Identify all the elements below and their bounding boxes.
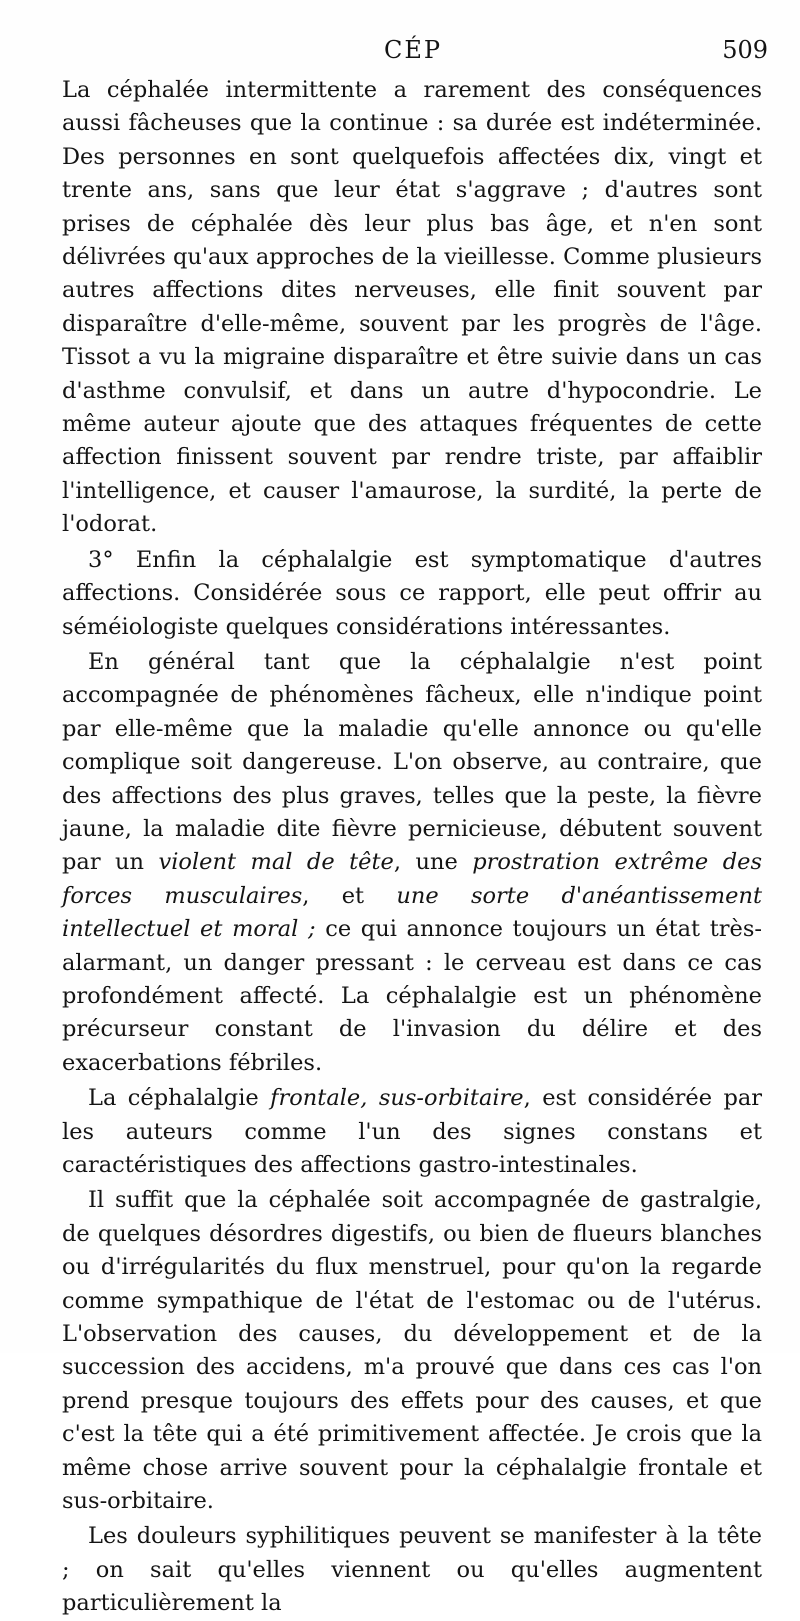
- text-run: ce qui annonce toujours un état très-alarmant, un danger pressant : le cerveau est dans ce cas profondément affecté. La céphalalgie est un phénomène précurseur constant de l'invasion du délire et des exacerbations fébriles.: [62, 916, 762, 1076]
- text-run: , et: [302, 882, 397, 909]
- paragraph-5: [62, 1184, 762, 1518]
- running-head: [58, 36, 768, 76]
- text-run: Il suffit que la céphalée soit accompagnée de gastralgie, de quelques désordres digestifs, ou bien de flueurs blanches ou d'irrégularités du flux menstruel, pour qu'on la regarde comme sympathique de l'état de l'estomac ou de l'utérus. L'observation des causes, du développement et de la succession des accidens, m'a prouvé que dans ces cas l'on prend presque toujours des effets pour des causes, et que c'est la tête qui a été primitivement affectée. Je crois que la même chose arrive souvent pour la céphalalgie frontale et sus-orbitaire.: [62, 1187, 762, 1515]
- running-head-title: CÉP: [383, 36, 443, 64]
- text-run: , est considérée par les auteurs comme l'un des signes constans et caractéristiques des affections gastro-intestinales.: [62, 1085, 763, 1178]
- text-run: La céphalée intermittente a rarement des conséquences aussi fâcheuses que la continue : sa durée est indéterminée. Des personnes en sont quelquefois affectées dix, vingt et trente ans, sans que leur état s'aggrave ; d'autres sont prises de céphalée dès leur plus bas âge, et n'en sont délivrées qu'aux approches de la vieillesse. Comme plusieurs autres affections dites nerveuses, elle finit souvent par disparaître d'elle-même, souvent par les progrès de l'âge. Tissot a vu la migraine disparaître et être suivie dans un cas d'asthme convulsif, et dans un autre d'hypocondrie. Le même auteur ajoute que des attaques fréquentes de cette affection finissent souvent par rendre triste, par affaiblir l'intelligence, et causer l'amaurose, la surdité, la perte de l'odorat.: [62, 77, 762, 538]
- italic-phrase: prostration extrême des forces musculaires: [62, 849, 762, 909]
- page-number: 509: [722, 36, 768, 64]
- text-run: La céphalalgie: [88, 1085, 271, 1112]
- italic-phrase: frontale, sus-orbitaire: [270, 1085, 524, 1112]
- paragraph-6: [62, 1520, 762, 1620]
- italic-phrase: violent mal de tête: [158, 849, 394, 876]
- paragraph-4: [62, 1082, 762, 1182]
- paragraph-3: [62, 646, 762, 1080]
- italic-phrase: une sorte d'anéantissement intellectuel et moral ;: [62, 882, 762, 943]
- text-run: En général tant que la céphalalgie n'est point accompagnée de phénomènes fâcheux, elle n'indique point par elle-même que la maladie qu'elle annonce ou qu'elle complique soit dangereuse. L'on observe, au contraire, que des affections des plus graves, telles que la peste, la fièvre jaune, la maladie dite fièvre pernicieuse, débutent souvent par un: [62, 648, 762, 876]
- text-run: Les douleurs syphilitiques peuvent se manifester à la tête ; on sait qu'elles viennent ou qu'elles augmentent particulièrement la: [62, 1523, 762, 1617]
- body-text: [62, 74, 762, 1621]
- paragraph-2: [62, 544, 762, 644]
- text-run: 3° Enfin la céphalalgie est symptomatique d'autres affections. Considérée sous ce rapport, elle peut offrir au séméiologiste quelques considérations intéressantes.: [62, 546, 762, 640]
- text-run: , une: [393, 849, 473, 876]
- paragraph-1: [62, 74, 762, 542]
